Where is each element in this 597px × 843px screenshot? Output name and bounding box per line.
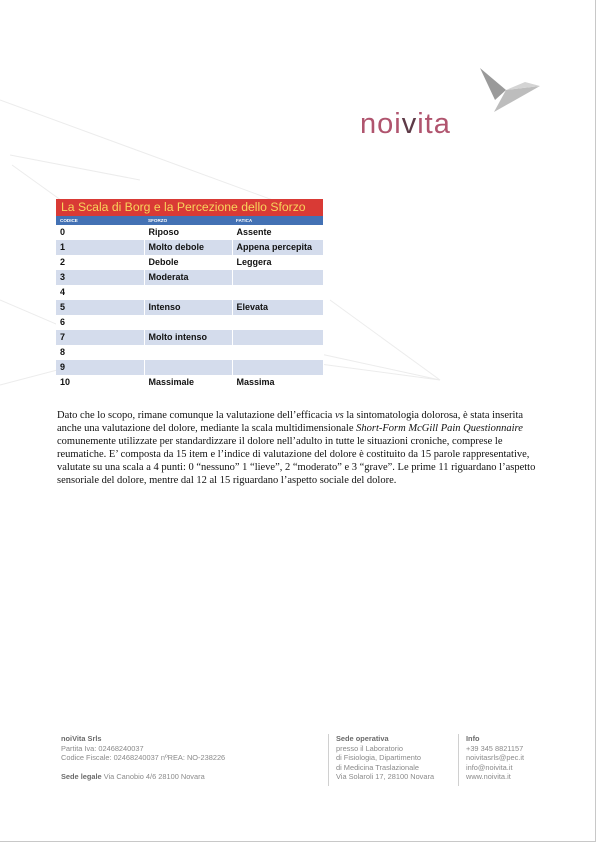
logo-wordmark: noivita (360, 108, 451, 140)
footer-pec-email[interactable]: noivitasrls@pec.it (466, 753, 525, 762)
cell-fatigue: Massima (232, 375, 323, 390)
footer-operating-line: presso il Laboratorio (336, 743, 403, 753)
column-header-effort: SFORZO (144, 216, 232, 225)
footer-vat: Partita Iva: 02468240037 (61, 743, 144, 753)
cell-effort (144, 285, 232, 300)
footer-operating-label: Sede operativa (336, 734, 389, 743)
footer-company-info (61, 734, 225, 781)
table-row (56, 360, 323, 375)
cell-fatigue: Assente (232, 225, 323, 240)
cell-code: 8 (56, 345, 144, 360)
footer-divider (328, 734, 329, 786)
footer-operating-line: di Fisiologia, Dipartimento (336, 753, 422, 762)
body-paragraph: Dato che lo scopo, rimane comunque la valutazione dell’efficacia vs la sintomatologia dolorosa, è stata inserita anche una valutazione del dolore, mediante la scala multidimensionale Short-Form McGill Pain Questionnaire comunemente utilizzate per standardizzare il dolore nell’adulto in tutte le situazioni croniche, comprese le reumatiche. E’ composta da 15 item e l’indice di valutazione del dolore è costituito da 15 parole rappresentative, valutate su una scala a 4 punti: 0 “nessuno” 1 “lieve”, 2 “moderato” e 3 “grave”. Le prime 11 riguardano l’aspetto sensoriale del dolore, mentre dal 12 al 15 riguardano l’aspetto sociale del dolore. (57, 410, 536, 486)
cell-code: 3 (56, 270, 144, 285)
cell-effort (144, 360, 232, 375)
cell-code: 5 (56, 300, 144, 315)
table-row (56, 270, 323, 285)
cell-fatigue (232, 270, 323, 285)
cell-code: 6 (56, 315, 144, 330)
cell-code: 4 (56, 285, 144, 300)
cell-fatigue (232, 330, 323, 345)
footer-operating-line: Via Solaroli 17, 28100 Novara (336, 772, 435, 781)
cell-effort: Massimale (144, 375, 232, 390)
cell-effort: Debole (144, 255, 232, 270)
footer-registered-office: Sede legale Via Canobio 4/6 28100 Novara (61, 771, 205, 781)
cell-fatigue: Elevata (232, 300, 323, 315)
table-row (56, 345, 323, 360)
cell-effort: Molto debole (144, 240, 232, 255)
cell-fatigue (232, 345, 323, 360)
cell-fatigue: Appena percepita (232, 240, 323, 255)
table-row (56, 255, 323, 270)
table-row (56, 300, 323, 315)
cell-fatigue (232, 285, 323, 300)
cell-code: 9 (56, 360, 144, 375)
cell-effort: Intenso (144, 300, 232, 315)
cell-fatigue (232, 360, 323, 375)
bird-logo-icon (470, 64, 545, 114)
footer-phone: +39 345 8821157 (466, 743, 524, 753)
cell-effort (144, 345, 232, 360)
footer-operating-line: di Medicina Traslazionale (336, 762, 419, 772)
cell-fatigue (232, 315, 323, 330)
cell-code: 1 (56, 240, 144, 255)
cell-code: 10 (56, 375, 144, 390)
footer-tax-code: Codice Fiscale: 02468240037 nºREA: NO-238226 (61, 753, 226, 762)
footer-operating-office (336, 734, 434, 782)
table-row (56, 225, 323, 240)
borg-scale-table (56, 199, 323, 390)
cell-effort: Moderata (144, 270, 232, 285)
table-header-row (56, 216, 323, 225)
page-footer (0, 734, 596, 794)
borg-table-title: La Scala di Borg e la Percezione dello Sforzo (56, 199, 323, 216)
table-row (56, 240, 323, 255)
cell-code: 7 (56, 330, 144, 345)
cell-code: 0 (56, 225, 144, 240)
table-row (56, 330, 323, 345)
column-header-fatigue: FATICA (232, 216, 323, 225)
table-row (56, 315, 323, 330)
footer-info-label: Info (466, 734, 480, 743)
table-row (56, 375, 323, 390)
cell-fatigue: Leggera (232, 255, 323, 270)
footer-company-name: noiVita Srls (61, 734, 102, 743)
footer-contact-info (466, 734, 524, 782)
noivita-logo (360, 64, 550, 144)
column-header-code: CODICE (56, 216, 144, 225)
borg-table-grid (56, 216, 324, 390)
cell-effort: Riposo (144, 225, 232, 240)
table-row (56, 285, 323, 300)
cell-effort: Molto intenso (144, 330, 232, 345)
footer-divider (458, 734, 459, 786)
cell-effort (144, 315, 232, 330)
footer-website[interactable]: www.noivita.it (466, 772, 511, 781)
cell-code: 2 (56, 255, 144, 270)
footer-email[interactable]: info@noivita.it (466, 762, 513, 772)
